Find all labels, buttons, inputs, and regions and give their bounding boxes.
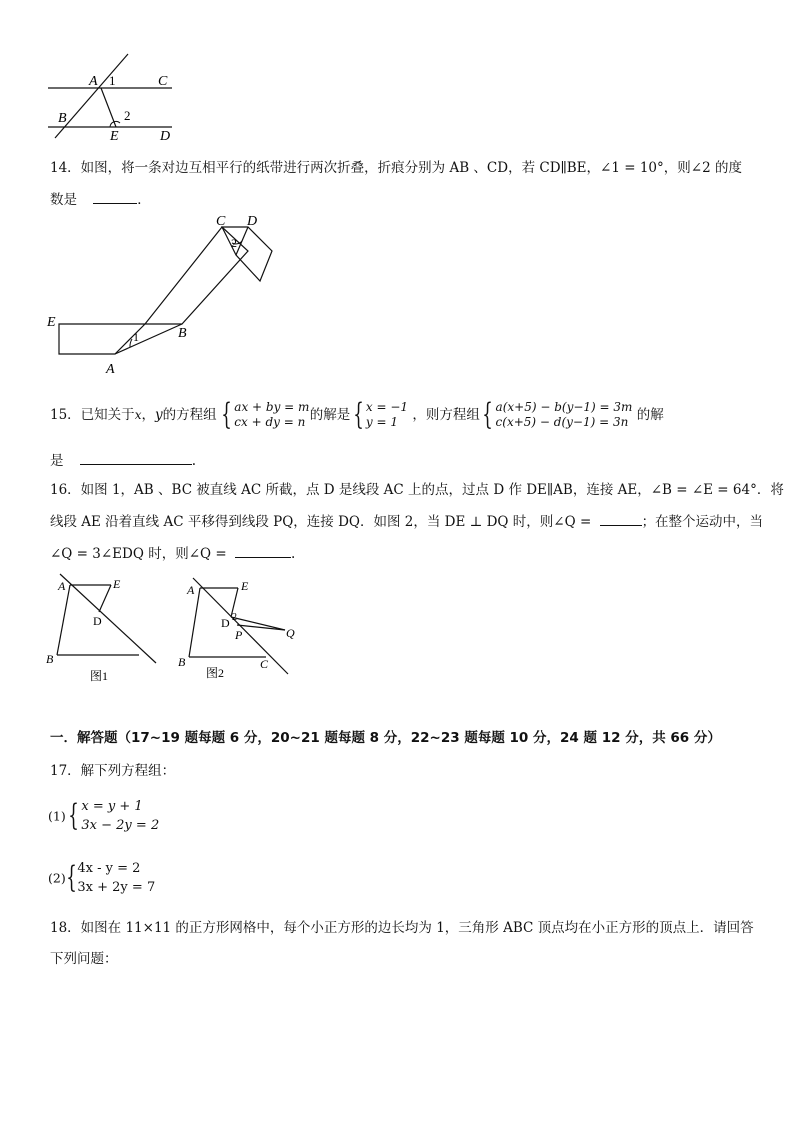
fig13-label-2: 2: [124, 108, 131, 123]
q17-part1-brace: {: [68, 798, 79, 833]
q17-part2-label: (2): [48, 870, 66, 886]
q14-answer-blank[interactable]: [93, 189, 137, 204]
q18-line2: 下列问题：: [50, 951, 118, 967]
q14-line2: [50, 189, 151, 210]
q16-answer-blank-1[interactable]: [600, 511, 642, 526]
q14-line1: 14．如图，将一条对边互相平行的纸带进行两次折叠，折痕分别为 AB 、CD，若 CD∥BE，∠1 = 10°，则∠2 的度: [50, 160, 742, 176]
q15-solution-y: y = 1: [365, 415, 399, 429]
q16-line1: 16．如图 1，AB 、BC 被直线 AC 所截，点 D 是线段 AC 上的点，过点 D 作 DE∥AB，连接 AE，∠B = ∠E = 64°．将: [50, 482, 784, 498]
q15-answer-blank[interactable]: [80, 450, 192, 465]
fig16a-label-d: D: [93, 614, 102, 628]
q15-brace-1: {: [221, 397, 232, 432]
figure-folded-strip: [40, 215, 290, 380]
fig16b-label-c: C: [260, 657, 269, 671]
q15-var-y: y: [154, 407, 163, 423]
q15-mid3: ，则方程组: [412, 407, 480, 423]
fig14-label-c: C: [216, 215, 226, 229]
q15-system-2-eq2: c(x+5) − d(y−1) = 3n: [495, 415, 629, 429]
q17-part1: [48, 797, 159, 837]
q15-solution-x: x = −1: [365, 400, 409, 414]
q14-line2-pre: 数是: [50, 192, 77, 208]
fig16b-label-a: A: [187, 583, 195, 597]
fig16b-label-b: B: [178, 655, 186, 669]
q15-mid2: 的解是: [309, 407, 351, 423]
q17-part2-eq2: 3x + 2y = 7: [77, 880, 156, 895]
q17-part2-brace: {: [66, 860, 77, 895]
q15-brace-2: {: [352, 397, 364, 432]
fig14-label-d: D: [247, 215, 258, 229]
q17-part1-system: [81, 797, 159, 835]
fig16b-caption: 图2: [206, 666, 225, 680]
q16-line3-pre: ∠Q = 3∠EDQ 时，则∠Q =: [50, 546, 227, 562]
figure-q16-fig2: [172, 570, 312, 685]
fig13-label-a: A: [89, 74, 98, 89]
fig14-label-a: A: [106, 362, 115, 377]
q16-line2-pre: 线段 AE 沿着直线 AC 平移得到线段 PQ，连接 DQ．如图 2，当 DE ⊥ DQ 时，则∠Q =: [50, 514, 592, 530]
q15-pre: 15．已知关于: [50, 407, 135, 423]
figure-q16-fig1: [40, 570, 170, 685]
section-heading: 一．解答题（17~19 题每题 6 分，20~21 题每题 8 分，22~23 题每题 10 分，24 题 12 分，共 66 分）: [50, 730, 721, 746]
fig13-label-b: B: [58, 111, 67, 126]
fig14-label-2: 2: [231, 236, 237, 250]
q17-part1-eq2: 3x − 2y = 2: [81, 818, 160, 833]
fig16a-label-a: A: [58, 579, 66, 593]
q17-title: 17．解下列方程组：: [50, 763, 176, 779]
q17-part1-eq1: x = y + 1: [81, 799, 143, 814]
fig16a-label-b: B: [46, 652, 54, 666]
q16-answer-blank-2[interactable]: [235, 543, 291, 558]
q17-part2-eq1: 4x - y = 2: [77, 861, 141, 876]
q15-mid1: 的方程组: [162, 407, 217, 423]
q15-system-1-eq1: ax + by = m: [234, 400, 310, 414]
q18-line1: 18．如图在 11×11 的正方形网格中，每个小正方形的边长均为 1，三角形 ABC 顶点均在小正方形的顶点上．请回答: [50, 920, 754, 936]
q17-part2: [48, 859, 155, 899]
q15-post: 的解: [636, 407, 664, 423]
q14-line2-post: ．: [137, 192, 151, 208]
q15-comma: ，: [141, 407, 155, 423]
q15-system-1: [234, 400, 309, 430]
q16-line3-post: .: [291, 546, 296, 562]
q15-line2-post: .: [191, 453, 197, 469]
q15-system-2-eq1: a(x+5) − b(y−1) = 3m: [495, 400, 633, 414]
q15-system-1-eq2: cx + dy = n: [234, 415, 306, 429]
q15-line2-pre: 是: [50, 453, 64, 469]
fig14-label-b: B: [178, 326, 187, 341]
fig16a-caption: 图1: [90, 669, 109, 683]
fig13-label-d: D: [160, 129, 171, 144]
q17-part2-system: [77, 859, 155, 897]
fig16a-label-e: E: [113, 577, 121, 591]
q15-solution: [366, 400, 408, 430]
fig16b-label-q: Q: [286, 626, 295, 640]
q15-brace-3: {: [482, 397, 493, 432]
q15-line1: [50, 398, 664, 434]
fig16b-label-d: D: [221, 616, 230, 630]
figure-parallel-lines: [40, 50, 190, 145]
fig16b-label-p: P: [235, 628, 243, 642]
fig13-label-1: 1: [109, 73, 116, 88]
q16-line2-post: ；在整个运动中，当: [641, 514, 764, 530]
q15-line2: [50, 450, 196, 471]
q16-line3: [50, 543, 295, 564]
fig13-label-c: C: [158, 74, 168, 89]
q15-var-x: x: [134, 408, 142, 422]
fig14-label-1: 1: [133, 330, 139, 344]
fig16b-label-e: E: [241, 579, 249, 593]
fig16b-label-2: 2: [232, 612, 237, 623]
q17-part1-label: (1): [48, 808, 66, 824]
q15-system-2: [496, 400, 633, 430]
fig13-label-e: E: [110, 129, 119, 144]
q16-line2: [50, 511, 763, 532]
fig14-label-e: E: [47, 315, 56, 330]
